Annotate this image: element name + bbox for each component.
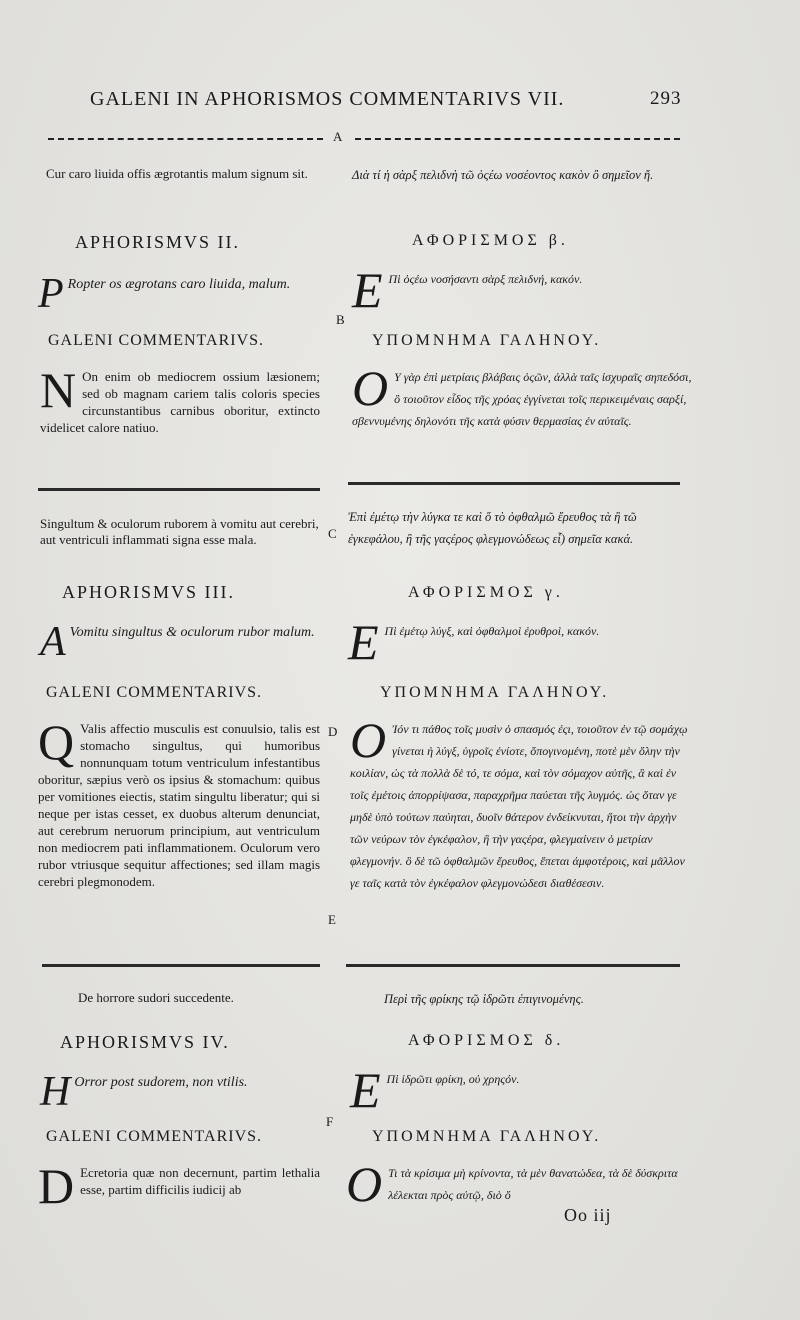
commentary-title-greek: ΥΠΟΜΝΗΜΑ ΓΑΛΗΝΟΥ. [372, 1128, 602, 1145]
margin-letter-c: C [328, 526, 337, 541]
aphorism-title-greek: ΑΦΟΡΙΣΜΟΣ δ. [408, 1032, 565, 1049]
running-title: GALENI IN APHORISMOS COMMENTARIVS VII. [90, 88, 565, 110]
drop-cap: A [40, 619, 66, 665]
drop-cap: H [40, 1069, 71, 1115]
aphorism-title-latin: APHORISMVS II. [75, 232, 241, 252]
margin-letter-d: D [328, 724, 338, 739]
aphorism-text-latin: H Orror post sudorem, non vtilis. [40, 1069, 248, 1115]
greek-summary: Διὰ τί ἡ σὰρξ πελιδνὴ τῶ ὀςέω νοσέοντος κακὸν ὂ σημεῖον ἤ. [352, 168, 654, 182]
commentary-text-latin: D Ecretoria quæ non decernunt, partim lethalia esse, partim difficilis iudicij ab [38, 1158, 320, 1214]
drop-cap: N [40, 362, 77, 418]
commentary-text-greek: O Τι τὰ κρίσιμα μὴ κρίνοντα, τὰ μὲν θανατώδεα, τὰ δὲ δύσκριτα λέλεκται πρὸς αὐτῷ, διὸ ὅ [346, 1156, 678, 1212]
aphorism-text-greek: E Πὶ ὀςέω νοσήσαντι σὰρξ πελιδνή, κακόν. [352, 262, 583, 318]
drop-cap: O [346, 1156, 383, 1212]
section-divider-right [355, 138, 680, 140]
aphorism-title-latin: APHORISMVS IV. [60, 1032, 230, 1052]
greek-summary: Περὶ τῆς φρίκης τῷ ἱδρῶτι ἐπιγινομένης. [384, 992, 584, 1006]
aphorism-title-greek: ΑΦΟΡΙΣΜΟΣ γ. [408, 584, 564, 601]
page-number: 293 [650, 88, 682, 109]
aphorism-title-latin: APHORISMVS III. [62, 582, 236, 602]
commentary-text-latin: N On enim ob mediocrem ossium læsionem; sed ob magnam cariem talis coloris species circunstantibus carnibus oboritur, extincto videlicet calore natiuo. [40, 362, 320, 435]
section-divider-right [346, 964, 680, 967]
commentary-title-latin: GALENI COMMENTARIVS. [46, 684, 263, 701]
latin-summary: Singultum & oculorum ruborem à vomitu aut cerebri, aut ventriculi inflammati signa esse mala. [40, 516, 319, 547]
commentary-title-greek: ΥΠΟΜΝΗΜΑ ΓΑΛΗΝΟΥ. [372, 332, 602, 349]
latin-summary: De horrore sudori succedente. [78, 990, 234, 1005]
margin-letter-e: E [328, 912, 336, 927]
greek-summary: Ἐπὶ ἐμέτῳ τὴν λύγκα τε καὶ ὅ τὸ ὀφθαλμῶ ἔρευθος τὰ ἢ τῶ ἐγκεφάλου, ἢ τῆς γαςέρος φλεγμονώδεως εἶ) σημεῖα κακά. [348, 510, 637, 546]
commentary-title-latin: GALENI COMMENTARIVS. [48, 332, 265, 349]
aphorism-text-greek: E Πὶ ἱδρῶτι φρίκη, οὐ χρηςόν. [350, 1062, 520, 1118]
commentary-title-greek: ΥΠΟΜΝΗΜΑ ΓΑΛΗΝΟΥ. [380, 684, 610, 701]
aphorism-title-greek: ΑΦΟΡΙΣΜΟΣ β. [412, 232, 569, 249]
aphorism-text-latin: A Vomitu singultus & oculorum rubor malum. [40, 619, 315, 665]
commentary-text-latin: Q Valis affectio musculis est conuulsio, talis est stomacho singultus, qui humoribus nonnunquam totum ventriculum infestantibus oboritur, sæpius verò os ipsius & stomachum: quibus per vomitiones eiectis, statim singultu liberatur; qui si neque per istas cesset, ex duobus alterum denunciat, aut cerebrum neruorum principium, aut ventriculum non mediocrem pati inflammationem. Oculorum vero rubor vtriusque sequitur affectiones; sed illam magis cerebri plegmonodem. [38, 714, 320, 889]
drop-cap: D [38, 1158, 75, 1214]
drop-cap: O [352, 360, 389, 416]
drop-cap: E [348, 614, 379, 670]
section-divider-right [348, 482, 680, 485]
margin-letter-f: F [326, 1114, 334, 1129]
aphorism-text-greek: E Πὶ ἐμέτῳ λύγξ, καὶ ὀφθαλμοὶ ἐρυθροὶ, κακόν. [348, 614, 600, 670]
section-divider-left [38, 488, 320, 491]
commentary-title-latin: GALENI COMMENTARIVS. [46, 1128, 263, 1145]
commentary-text-greek: O Ἰόν τι πάθος τοῖς μυσὶν ὁ σπασμός ἐςι, τοιοῦτον ἐν τῷ σομάχῳ γίνεται ἡ λύγξ, ὑγροῖς ἐνίοτε, ὅπογινομένη, ποτὲ μὲν ὅλην τὴν κοιλίαν, ὡς τὰ πολλὰ δὲ τό, τε σόμα, καὶ τὸν σόμαχον αὐτῆς, ἃ καὶ ἐν τοῖς ἐμέτοις ἀπορρίψασα, παραχρῆμα παύεται τῆς λυγμός. ὡς ὅταν γε μηδὲ ὑπὸ τούτων παύηται, δυοῖν θάτερον ἐνδείκνυται, ἤτοι τὴν ἀρχὴν τῶν νεύρων τὸν ἐγκέφαλον, ἢ τὴν γαςέρα, φλεγμαίνειν ὁ μετρίαν φλεγμονήν. ὃ δὲ τῶ ὀφθαλμῶν ἔρευθος, ἕπεται ἀμφοτέροις, καὶ μᾶλλον γε ταῖς κατὰ τὸν ἐγκέφαλον φλεγμονώδεσι διαθέσεσιν. [350, 712, 688, 890]
aphorism-text-latin: P Ropter os ægrotans caro liuida, malum. [38, 271, 291, 317]
section-divider-left [42, 964, 320, 967]
latin-summary: Cur caro liuida offis ægrotantis malum signum sit. [46, 166, 308, 181]
margin-letter-b: B [336, 312, 345, 327]
section-divider-left [48, 138, 323, 140]
running-header [90, 88, 690, 111]
drop-cap: Q [38, 714, 75, 770]
margin-letter-a: A [333, 129, 343, 144]
signature-mark: Oo iij [564, 1205, 612, 1225]
commentary-text-greek: O Υ γὰρ ἐπὶ μετρίαις βλάβαις ὀςῶν, ἀλλὰ ταῖς ἰσχυραῖς σηπεδόσι, ὃ τοιοῦτον εἶδος τῆς χρόας ἐγγίνεται τοῖς περικειμέναις σαρξί, σβεννυμένης δηλονότι τῆς κατὰ φύσιν θερμασίας ἐν αὐταῖς. [352, 360, 692, 428]
drop-cap: E [352, 262, 383, 318]
drop-cap: E [350, 1062, 381, 1118]
drop-cap: O [350, 712, 387, 768]
drop-cap: P [38, 271, 64, 317]
